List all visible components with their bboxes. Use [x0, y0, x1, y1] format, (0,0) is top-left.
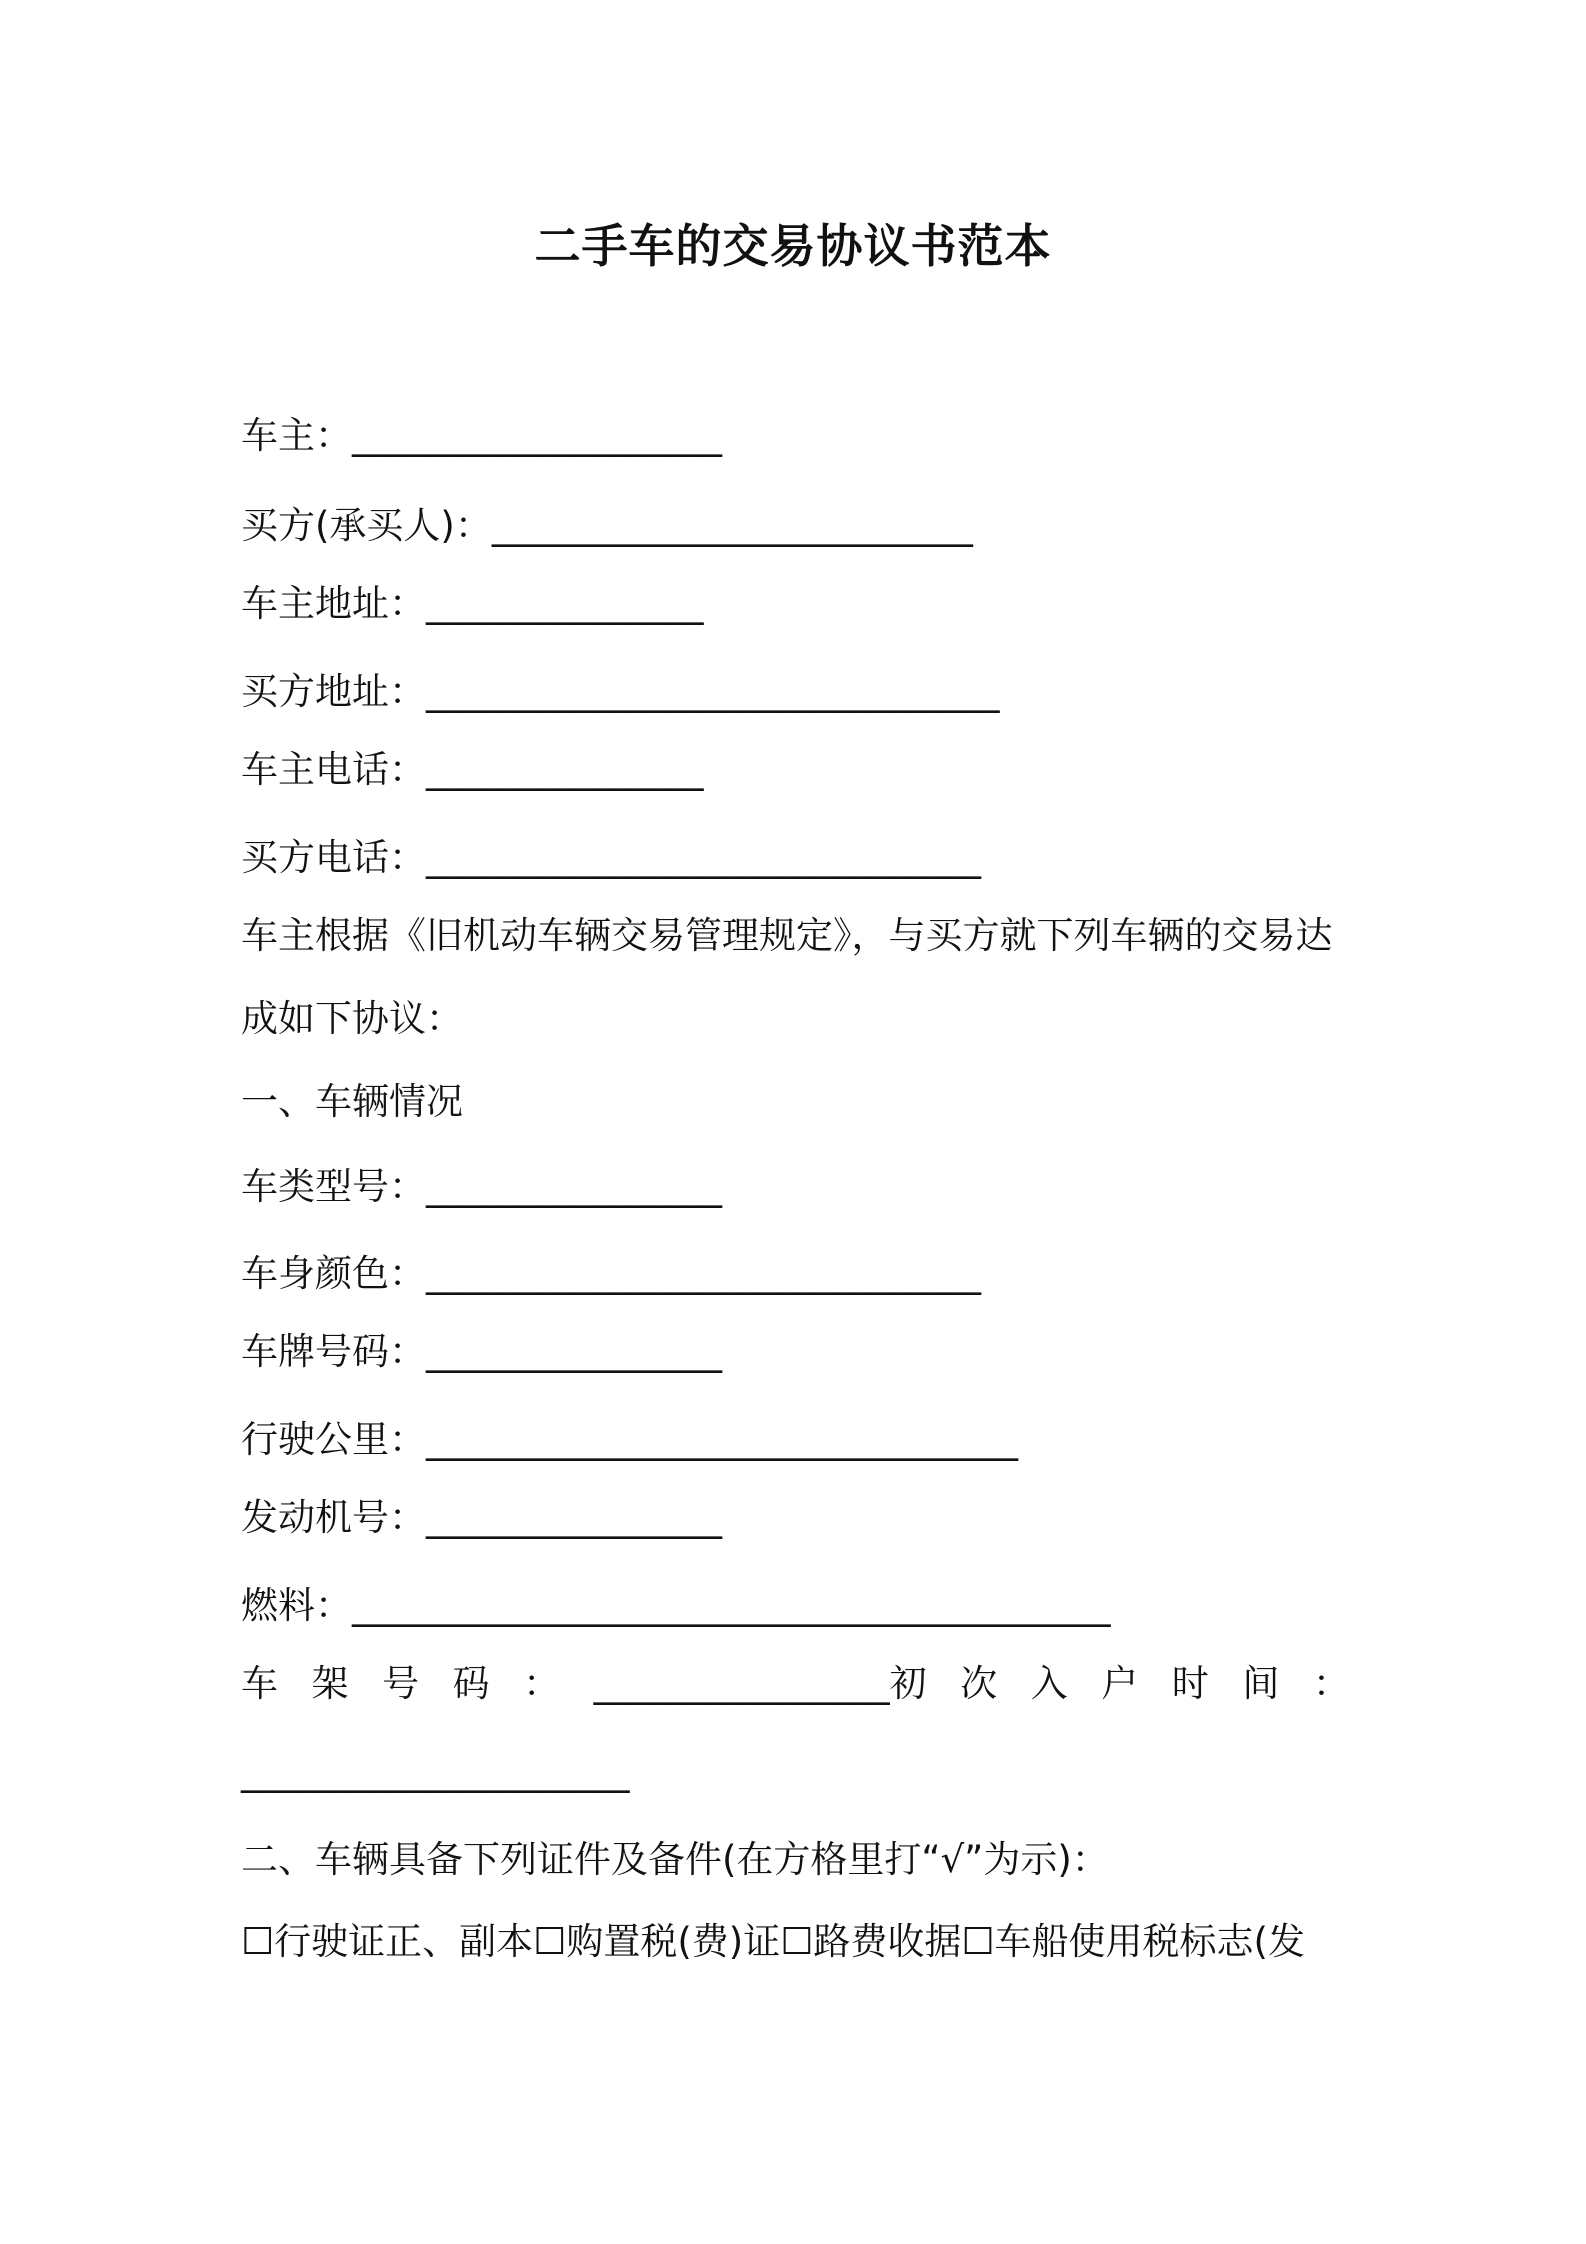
frame-char: ：: [523, 1662, 561, 1705]
section-2-checklist: ☐行驶证正、副本☐购置税(费)证☐路费收据☐车船使用税标志(发: [241, 1920, 1305, 1963]
section-2-heading: 二、车辆具备下列证件及备件(在方格里打“√”为示)：: [241, 1838, 1109, 1881]
frame-char: 间: [1242, 1662, 1280, 1705]
field-vehicle-model: 车类型号：________________: [241, 1165, 722, 1208]
frame-char: 时: [1171, 1662, 1209, 1705]
frame-char: 户: [1101, 1662, 1139, 1705]
field-engine-number: 发动机号：________________: [241, 1496, 722, 1539]
frame-char: 入: [1030, 1662, 1068, 1705]
document-title: 二手车的交易协议书范本: [534, 219, 1052, 273]
field-mileage: 行驶公里：________________________________: [241, 1418, 1018, 1461]
section-1-heading: 一、车辆情况: [241, 1080, 463, 1123]
field-owner-phone: 车主电话：_______________: [241, 748, 704, 791]
field-frame-number-and-registration: [241, 1660, 1350, 1708]
paragraph-intro-1: 车主根据《旧机动车辆交易管理规定》，与买方就下列车辆的交易达: [241, 914, 1333, 957]
field-plate-number: 车牌号码：________________: [241, 1330, 722, 1373]
frame-char: 号: [382, 1662, 420, 1705]
field-registration-blank: _____________________: [241, 1750, 630, 1793]
frame-char: 码: [452, 1662, 490, 1705]
field-fuel: 燃料：_________________________________________: [241, 1584, 1111, 1627]
field-owner: 车主：____________________: [241, 414, 722, 457]
field-owner-address: 车主地址：_______________: [241, 582, 704, 625]
paragraph-intro-2: 成如下协议：: [241, 997, 463, 1040]
frame-char: 架: [311, 1662, 349, 1705]
frame-char: ：: [1312, 1662, 1350, 1705]
frame-char: 车: [241, 1662, 278, 1705]
field-vehicle-color: 车身颜色：______________________________: [241, 1252, 981, 1295]
field-buyer-phone: 买方电话：______________________________: [241, 836, 981, 879]
field-buyer-address: 买方地址：_______________________________: [241, 670, 1000, 713]
frame-blank: ________________初: [593, 1662, 927, 1705]
frame-char: 次: [960, 1662, 998, 1705]
field-buyer: 买方(承买人)：__________________________: [241, 504, 973, 547]
